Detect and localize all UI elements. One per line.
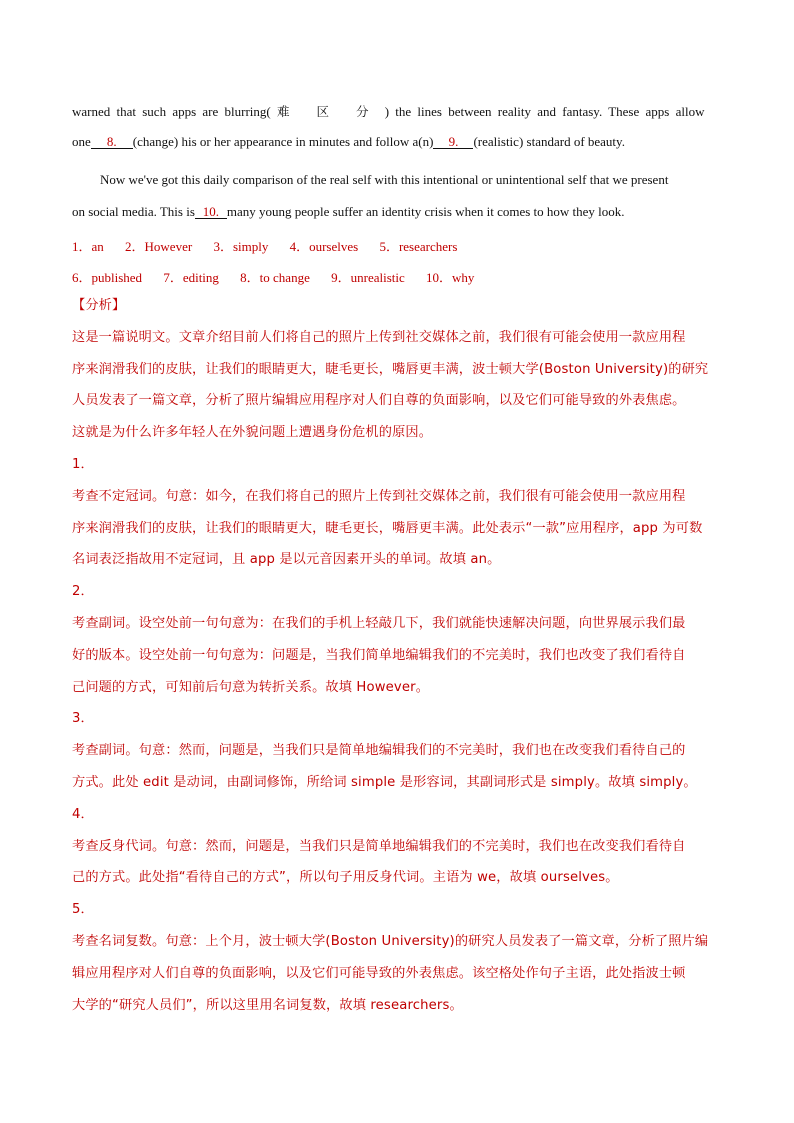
passage-text: many young people suffer an identity crisis when it comes to how they look. (226, 204, 625, 219)
passage-text: one (72, 134, 91, 149)
answer-item: 5．researchers (379, 239, 458, 254)
analysis-section (72, 290, 724, 1021)
analysis-line: 己的方式。此处指“看待自己的方式”，所以句子用反身代词。主语为 we，故填 ourselves。 (72, 870, 619, 886)
hint-chinese: 难 区 分 (277, 104, 379, 119)
passage-text: ) the lines between reality and fantasy. These apps allow (384, 104, 705, 119)
answer-item: 2．However (125, 239, 193, 254)
question-number-1: 1． (72, 456, 94, 472)
question-number-4: 4． (72, 806, 94, 822)
passage-text: (change) his or her appearance in minutes and follow a(n) (132, 134, 434, 149)
answer-blank-10: 10. (195, 205, 227, 219)
answer-item: 3．simply (213, 239, 269, 254)
passage-text: (realistic) standard of beauty. (473, 134, 625, 149)
passage-line-1 (72, 102, 722, 120)
passage-line-4 (72, 204, 722, 220)
analysis-line: 己问题的方式，可知前后句意为转折关系。故填 However。 (72, 679, 430, 695)
analysis-line: 考查名词复数。句意：上个月，波士顿大学(Boston University)的研究人员发表了一篇文章，分析了照片编 (72, 933, 709, 949)
analysis-line: 人员发表了一篇文章，分析了照片编辑应用程序对人们自尊的负面影响，以及它们可能导致的外表焦虑。 (72, 393, 686, 409)
passage-line-3 (100, 172, 722, 188)
analysis-line: 好的版本。设空处前一句句意为：问题是，当我们简单地编辑我们的不完美时，我们也改变了我们看待自 (72, 647, 686, 663)
passage-text: Now we've got this daily comparison of the real self with this intentional or unintentional self that we present (100, 172, 669, 187)
answer-row-2 (72, 267, 492, 286)
answer-row-1 (72, 236, 475, 255)
answer-item: 8．to change (240, 270, 310, 285)
analysis-line: 考查副词。设空处前一句句意为：在我们的手机上轻敲几下，我们就能快速解决问题，向世界展示我们最 (72, 615, 686, 631)
question-number-2: 2． (72, 584, 94, 600)
answer-item: 9．unrealistic (331, 270, 405, 285)
analysis-line: 大学的“研究人员们”，所以这里用名词复数，故填 researchers。 (72, 997, 463, 1013)
answer-blank-8: 8. (91, 135, 133, 149)
analysis-heading: 【分析】 (72, 298, 126, 313)
analysis-line: 考查不定冠词。句意：如今，在我们将自己的照片上传到社交媒体之前，我们很有可能会使用一款应用程 (72, 488, 686, 504)
analysis-line: 序来润滑我们的皮肤，让我们的眼睛更大，睫毛更长，嘴唇更丰满。此处表示“一款”应用程序，app 为可数 (72, 520, 703, 536)
answer-item: 6．published (72, 270, 143, 285)
question-number-5: 5． (72, 902, 94, 918)
analysis-line: 这是一篇说明文。文章介绍目前人们将自己的照片上传到社交媒体之前，我们很有可能会使用一款应用程 (72, 329, 686, 345)
passage-line-2 (72, 134, 722, 150)
analysis-line: 方式。此处 edit 是动词，由副词修饰，所给词 simple 是形容词，其副词形式是 simply。故填 simply。 (72, 774, 697, 790)
analysis-line: 考查反身代词。句意：然而，问题是，当我们只是简单地编辑我们的不完美时，我们也在改变我们看待自 (72, 838, 686, 854)
analysis-line: 考查副词。句意：然而，问题是，当我们只是简单地编辑我们的不完美时，我们也在改变我们看待自己的 (72, 743, 686, 759)
passage-text: on social media. This is (72, 204, 195, 219)
analysis-line: 序来润滑我们的皮肤，让我们的眼睛更大，睫毛更长，嘴唇更丰满，波士顿大学(Boston University)的研究 (72, 361, 709, 377)
answer-item: 4．ourselves (289, 239, 359, 254)
analysis-line: 这就是为什么许多年轻人在外貌问题上遭遇身份危机的原因。 (72, 425, 433, 441)
answer-blank-9: 9. (433, 135, 473, 149)
answer-item: 1．an (72, 239, 104, 254)
analysis-line: 辑应用程序对人们自尊的负面影响，以及它们可能导致的外表焦虑。该空格处作句子主语，此处指波士顿 (72, 965, 686, 981)
analysis-line: 名词表泛指故用不定冠词，且 app 是以元音因素开头的单词。故填 an。 (72, 552, 501, 568)
question-number-3: 3． (72, 711, 94, 727)
answer-item: 10．why (426, 270, 475, 285)
passage-text: warned that such apps are blurring( (72, 104, 271, 119)
answer-item: 7．editing (163, 270, 219, 285)
